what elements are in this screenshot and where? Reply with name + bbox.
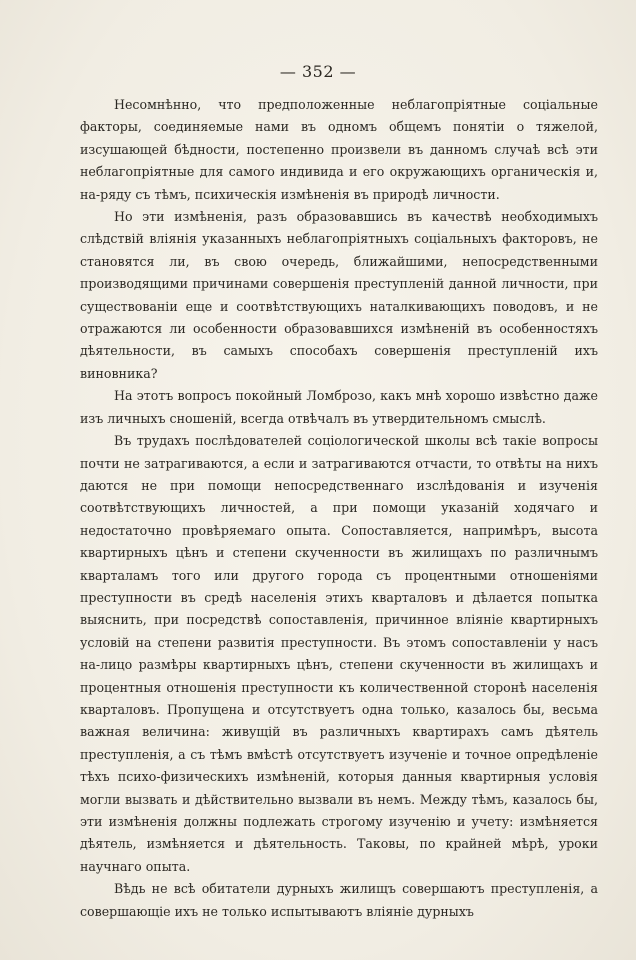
- page-number: — 352 —: [279, 62, 357, 81]
- paragraph-1: Несомнѣнно, что предположенные неблагопріятные соціальные факторы, соединяемые нами въ одномъ общемъ понятіи о тяжелой, изсушающей бѣдности, постепенно произвели въ данномъ случаѣ всѣ эти неблагопріятные для самого индивида и его окружающихъ органическія и, на-ряду съ тѣмъ, психическія измѣненія въ природѣ личности.: [80, 97, 598, 202]
- paragraph-5: Вѣдь не всѣ обитатели дурныхъ жилищъ совершаютъ преступленія, а совершающіе ихъ не только испытываютъ вліяніе дурныхъ: [80, 881, 598, 919]
- body-text: [80, 94, 598, 923]
- paragraph-2: Но эти измѣненія, разъ образовавшись въ качествѣ необходимыхъ слѣдствій вліянія указанныхъ неблагопріятныхъ соціальныхъ факторовъ, не становятся ли, въ свою очередь, ближайшими, непосредственными производящими причинами совершенія преступленій данной личности, при существованіи еще и соотвѣтствующихъ наталкивающихъ поводовъ, и не отражаются ли особенности образовавшихся измѣненій въ особенностяхъ дѣятельности, въ самыхъ способахъ совершенія преступленій ихъ виновника?: [80, 209, 598, 381]
- paragraph-4: Въ трудахъ послѣдователей соціологической школы всѣ такіе вопросы почти не затрагиваются, а если и затрагиваются отчасти, то отвѣты на нихъ даются не при помощи непосредственнаго изслѣдованія и изученія соотвѣтствующихъ личностей, а при помощи указаній ходячаго и недостаточно провѣряемаго опыта. Сопоставляется, напримѣръ, высота квартирныхъ цѣнъ и степени скученности въ жилищахъ по различнымъ кварталамъ того или другого города съ процентными отношеніями преступности въ средѣ населенія этихъ кварталовъ и дѣлается попытка выяснить, при посредствѣ сопоставленія, причинное вліяніе квартирныхъ условій на степени развитія преступности. Въ этомъ сопоставленіи у насъ на-лицо размѣры квартирныхъ цѣнъ, степени скученности въ жилищахъ и процентныя отношенія преступности къ количественной сторонѣ населенія кварталовъ. Пропущена и отсутствуетъ одна только, казалось бы, весьма важная величина: живущій въ различныхъ квартирахъ самъ дѣятель преступленія, а съ тѣмъ вмѣстѣ отсутствуетъ изученіе и точное опредѣленіе тѣхъ психо-физическихъ измѣненій, которыя данныя квартирныя условія могли вызвать и дѣйствительно вызвали въ немъ. Между тѣмъ, казалось бы, эти измѣненія должны подлежать строгому изученію и учету: измѣняется дѣятель, измѣняется и дѣятельность. Таковы, по крайней мѣрѣ, уроки научнаго опыта.: [80, 433, 598, 874]
- paragraph-3: На этотъ вопросъ покойный Ломброзо, какъ мнѣ хорошо извѣстно даже изъ личныхъ сношеній, всегда отвѣчалъ въ утвердительномъ смыслѣ.: [80, 388, 598, 426]
